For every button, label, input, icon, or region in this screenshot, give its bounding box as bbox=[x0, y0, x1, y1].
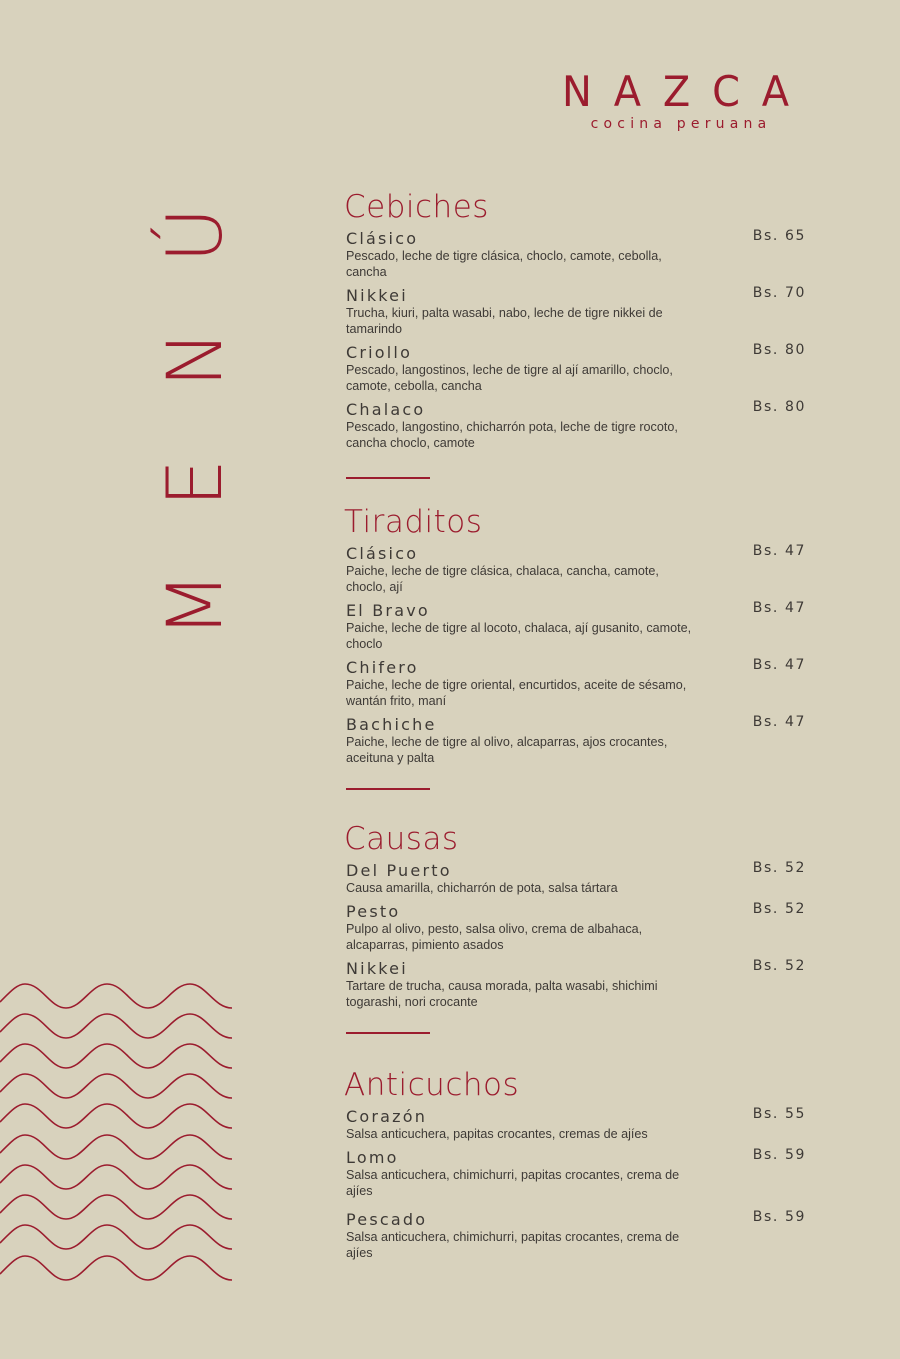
item-price: Bs. 80 bbox=[752, 399, 806, 415]
item-description: Pescado, langostino, chicharrón pota, leche de tigre rocoto, cancha choclo, camote bbox=[346, 420, 678, 450]
item-name: Bachiche bbox=[346, 715, 437, 734]
section-divider bbox=[346, 477, 430, 479]
menu-item bbox=[346, 1211, 806, 1261]
section-divider bbox=[346, 788, 430, 790]
section-title: Cebiches bbox=[344, 189, 489, 225]
menu-content bbox=[346, 188, 806, 1268]
menu-item bbox=[346, 545, 806, 595]
menu-item bbox=[346, 862, 806, 896]
item-name: Pescado bbox=[346, 1210, 428, 1229]
item-description: Pescado, langostinos, leche de tigre al ají amarillo, choclo, camote, cebolla, cancha bbox=[346, 363, 673, 393]
item-description: Trucha, kiuri, palta wasabi, nabo, leche de tigre nikkei de tamarindo bbox=[346, 306, 663, 336]
menu-vertical-title bbox=[150, 195, 240, 655]
item-price: Bs. 52 bbox=[752, 860, 806, 876]
item-name: Chifero bbox=[346, 658, 419, 677]
menu-item bbox=[346, 401, 806, 451]
item-price: Bs. 59 bbox=[752, 1209, 806, 1225]
item-description: Paiche, leche de tigre oriental, encurtidos, aceite de sésamo, wantán frito, maní bbox=[346, 678, 687, 708]
item-name: Nikkei bbox=[346, 959, 408, 978]
item-price: Bs. 47 bbox=[752, 600, 806, 616]
item-price: Bs. 47 bbox=[752, 543, 806, 559]
section-cebiches bbox=[346, 188, 806, 479]
menu-item bbox=[346, 344, 806, 394]
brand-name: NAZCA bbox=[562, 67, 811, 116]
menu-item bbox=[346, 1149, 806, 1199]
wave-pattern-icon bbox=[0, 980, 240, 1290]
brand-logo bbox=[540, 66, 810, 132]
menu-letter-e: E bbox=[150, 458, 239, 508]
item-name: Chalaco bbox=[346, 400, 426, 419]
item-price: Bs. 47 bbox=[752, 714, 806, 730]
menu-letter-m: M bbox=[150, 572, 239, 638]
section-divider bbox=[346, 1032, 430, 1034]
item-name: El Bravo bbox=[346, 601, 430, 620]
item-description: Pulpo al olivo, pesto, salsa olivo, crema de albahaca, alcaparras, pimiento asados bbox=[346, 922, 643, 952]
item-price: Bs. 52 bbox=[752, 901, 806, 917]
item-price: Bs. 80 bbox=[752, 342, 806, 358]
item-name: Corazón bbox=[346, 1107, 428, 1126]
item-name: Lomo bbox=[346, 1148, 399, 1167]
menu-item bbox=[346, 602, 806, 652]
section-anticuchos bbox=[346, 1066, 806, 1261]
item-price: Bs. 55 bbox=[752, 1106, 806, 1122]
section-title: Causas bbox=[344, 821, 459, 857]
menu-item bbox=[346, 230, 806, 280]
item-description: Salsa anticuchera, papitas crocantes, cremas de ajíes bbox=[346, 1127, 648, 1141]
item-description: Paiche, leche de tigre clásica, chalaca, cancha, camote, choclo, ají bbox=[346, 564, 659, 594]
item-price: Bs. 65 bbox=[752, 228, 806, 244]
item-name: Pesto bbox=[346, 902, 401, 921]
menu-letter-n: N bbox=[150, 330, 239, 388]
item-price: Bs. 59 bbox=[752, 1147, 806, 1163]
item-price: Bs. 52 bbox=[752, 958, 806, 974]
section-title: Anticuchos bbox=[344, 1067, 520, 1103]
item-price: Bs. 70 bbox=[752, 285, 806, 301]
menu-item bbox=[346, 287, 806, 337]
item-description: Causa amarilla, chicharrón de pota, salsa tártara bbox=[346, 881, 618, 895]
item-description: Paiche, leche de tigre al locoto, chalaca, ají gusanito, camote, choclo bbox=[346, 621, 692, 651]
item-description: Paiche, leche de tigre al olivo, alcaparras, ajos crocantes, aceituna y palta bbox=[346, 735, 668, 765]
menu-item bbox=[346, 903, 806, 953]
menu-letter-u-accent: Ú bbox=[150, 207, 239, 263]
item-name: Criollo bbox=[346, 343, 413, 362]
item-description: Salsa anticuchera, chimichurri, papitas crocantes, crema de ajíes bbox=[346, 1230, 680, 1260]
item-name: Clásico bbox=[346, 544, 419, 563]
brand-tagline: cocina peruana bbox=[590, 116, 772, 132]
section-tiraditos bbox=[346, 503, 806, 790]
item-description: Pescado, leche de tigre clásica, choclo, camote, cebolla, cancha bbox=[346, 249, 662, 279]
item-name: Clásico bbox=[346, 229, 419, 248]
section-title: Tiraditos bbox=[344, 504, 483, 540]
item-price: Bs. 47 bbox=[752, 657, 806, 673]
item-name: Del Puerto bbox=[346, 861, 452, 880]
section-causas bbox=[346, 820, 806, 1034]
item-name: Nikkei bbox=[346, 286, 408, 305]
menu-item bbox=[346, 960, 806, 1010]
item-description: Salsa anticuchera, chimichurri, papitas crocantes, crema de ajíes bbox=[346, 1168, 680, 1198]
menu-item bbox=[346, 1108, 806, 1142]
menu-item bbox=[346, 659, 806, 709]
item-description: Tartare de trucha, causa morada, palta wasabi, shichimi togarashi, nori crocante bbox=[346, 979, 658, 1009]
menu-item bbox=[346, 716, 806, 766]
